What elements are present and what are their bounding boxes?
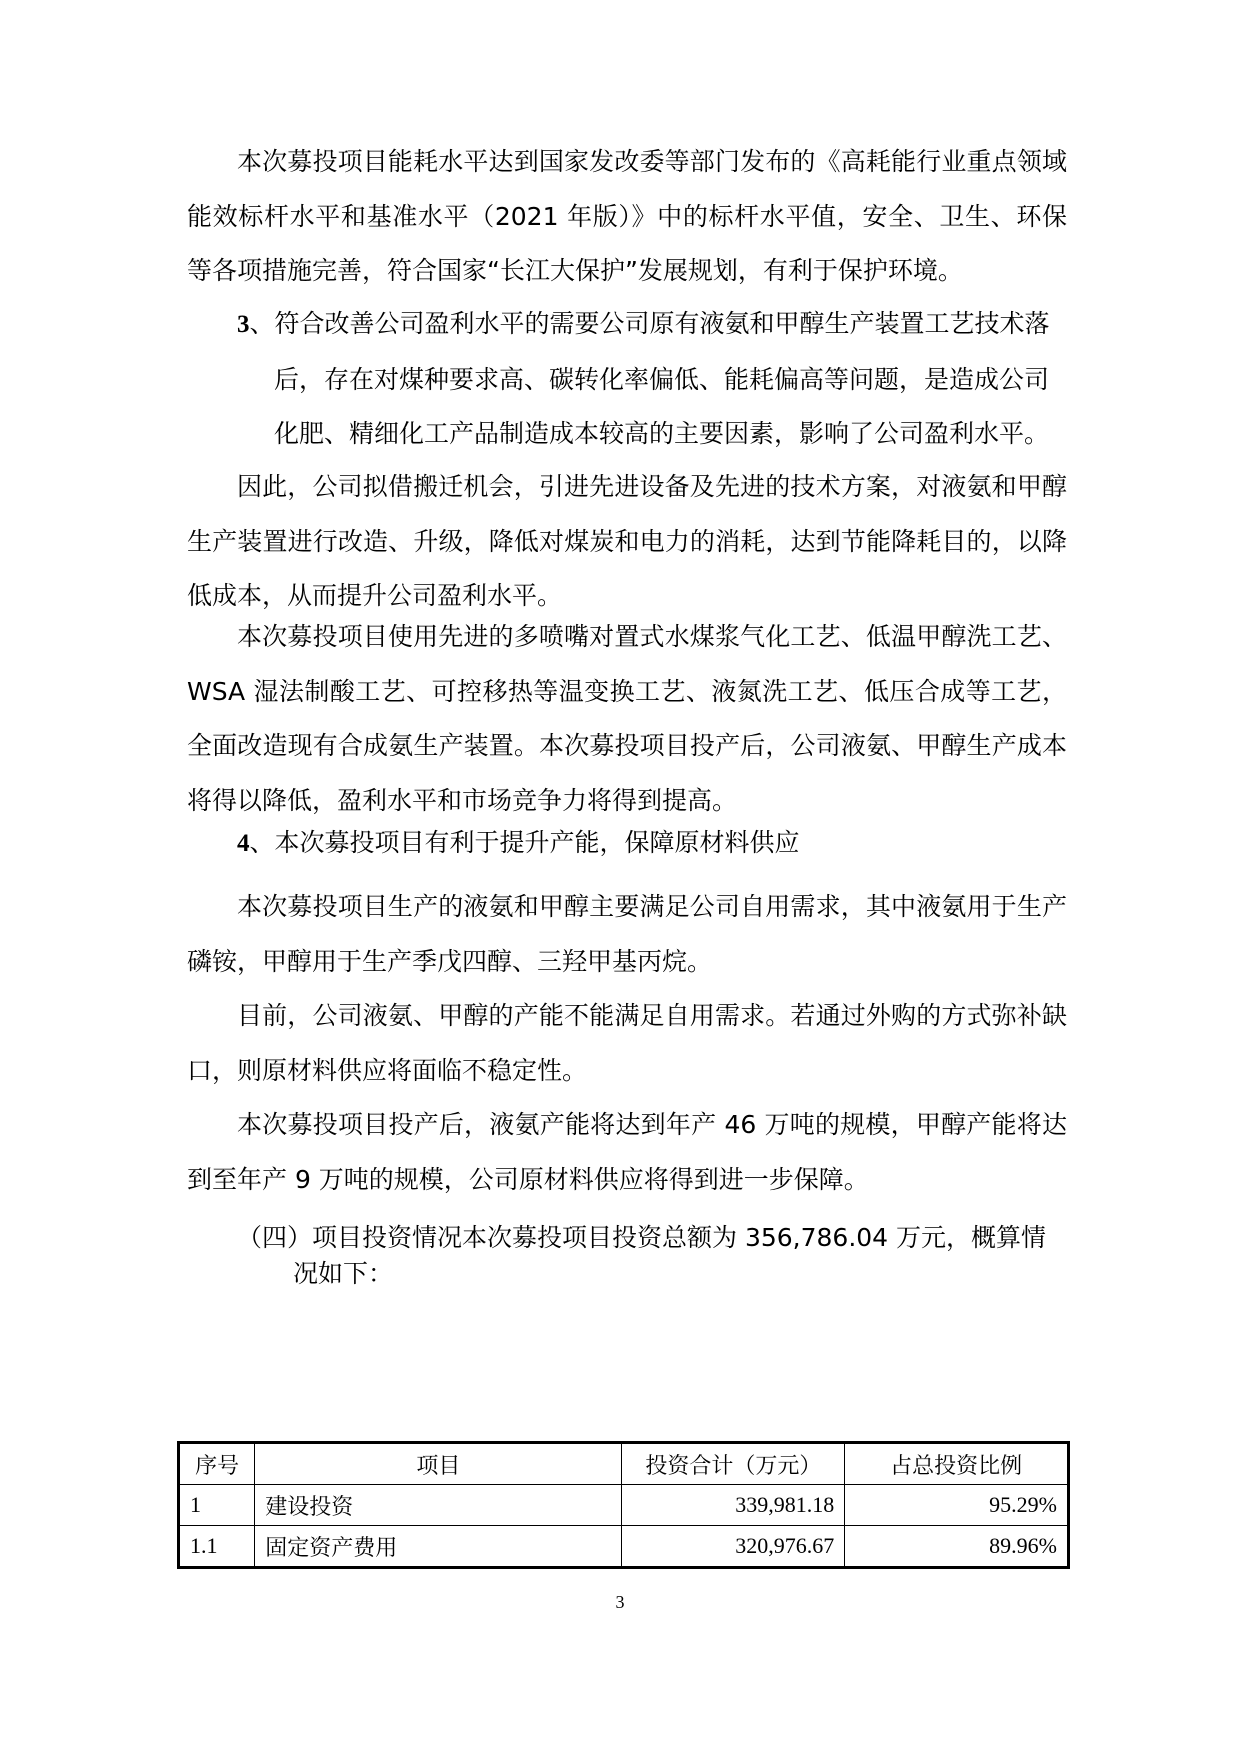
row-ratio: 95.29%	[845, 1485, 1069, 1526]
row-amount: 320,976.67	[622, 1526, 845, 1568]
paragraph-relocation: 因此，公司拟借搬迁机会，引进先进设备及先进的技术方案，对液氨和甲醇生产装置进行改造、升级，降低对煤炭和电力的消耗，达到节能降耗目的，以降低成本，从而提升公司盈利水平。	[187, 472, 1067, 610]
row-item: 建设投资	[255, 1485, 622, 1526]
row-seq: 1.1	[179, 1526, 255, 1568]
header-amount: 投资合计（万元）	[622, 1443, 845, 1485]
table-row	[179, 1526, 1069, 1568]
table-row	[179, 1485, 1069, 1526]
row-amount: 339,981.18	[622, 1485, 845, 1526]
heading-section-4	[237, 816, 1067, 872]
heading-4-number: 4	[237, 830, 250, 857]
paragraph-capacity-target: 本次募投项目投产后，液氨产能将达到年产 46 万吨的规模，甲醇产能将达到至年产 9 万吨的规模，公司原材料供应将得到进一步保障。	[187, 1110, 1067, 1194]
heading-3-number: 3	[237, 311, 250, 338]
row-seq: 1	[179, 1485, 255, 1526]
paragraph-energy-level: 本次募投项目能耗水平达到国家发改委等部门发布的《高耗能行业重点领域能效标杆水平和基准水平（2021 年版）》中的标杆水平值，安全、卫生、环保等各项措施完善，符合国家“长江大保护”发展规划，有利于保护环境。	[187, 147, 1067, 285]
page-number: 3	[615, 1592, 625, 1612]
investment-table	[177, 1441, 1070, 1569]
row-item: 固定资产费用	[255, 1526, 622, 1568]
paragraph-self-use: 本次募投项目生产的液氨和甲醇主要满足公司自用需求，其中液氨用于生产磷铵，甲醇用于生产季戊四醇、三羟甲基丙烷。	[187, 892, 1067, 976]
row-ratio: 89.96%	[845, 1526, 1069, 1568]
header-ratio: 占总投资比例	[845, 1443, 1069, 1485]
header-seq: 序号	[179, 1443, 255, 1485]
heading-section-3	[237, 297, 1067, 462]
heading-3-text: 、符合改善公司盈利水平的需要公司原有液氨和甲醇生产装置工艺技术落后，存在对煤种要求高、碳转化率偏低、能耗偏高等问题，是造成公司化肥、精细化工产品制造成本较高的主要因素，影响了公司盈利水平。	[249, 309, 1050, 448]
paragraph-capacity-gap: 目前，公司液氨、甲醇的产能不能满足自用需求。若通过外购的方式弥补缺口，则原材料供应将面临不稳定性。	[187, 1001, 1067, 1085]
heading-investment: （四）项目投资情况本次募投项目投资总额为 356,786.04 万元，概算情况如下：	[237, 1223, 1047, 1288]
heading-4-text: 、本次募投项目有利于提升产能，保障原材料供应	[249, 828, 800, 857]
header-item: 项目	[255, 1443, 622, 1485]
paragraph-process-upgrade: 本次募投项目使用先进的多喷嘴对置式水煤浆气化工艺、低温甲醇洗工艺、WSA 湿法制酸工艺、可控移热等温变换工艺、液氮洗工艺、低压合成等工艺，全面改造现有合成氨生产装置。本次募投项目投产后，公司液氨、甲醇生产成本将得以降低，盈利水平和市场竞争力将得到提高。	[187, 622, 1067, 815]
table-header-row	[179, 1443, 1069, 1485]
